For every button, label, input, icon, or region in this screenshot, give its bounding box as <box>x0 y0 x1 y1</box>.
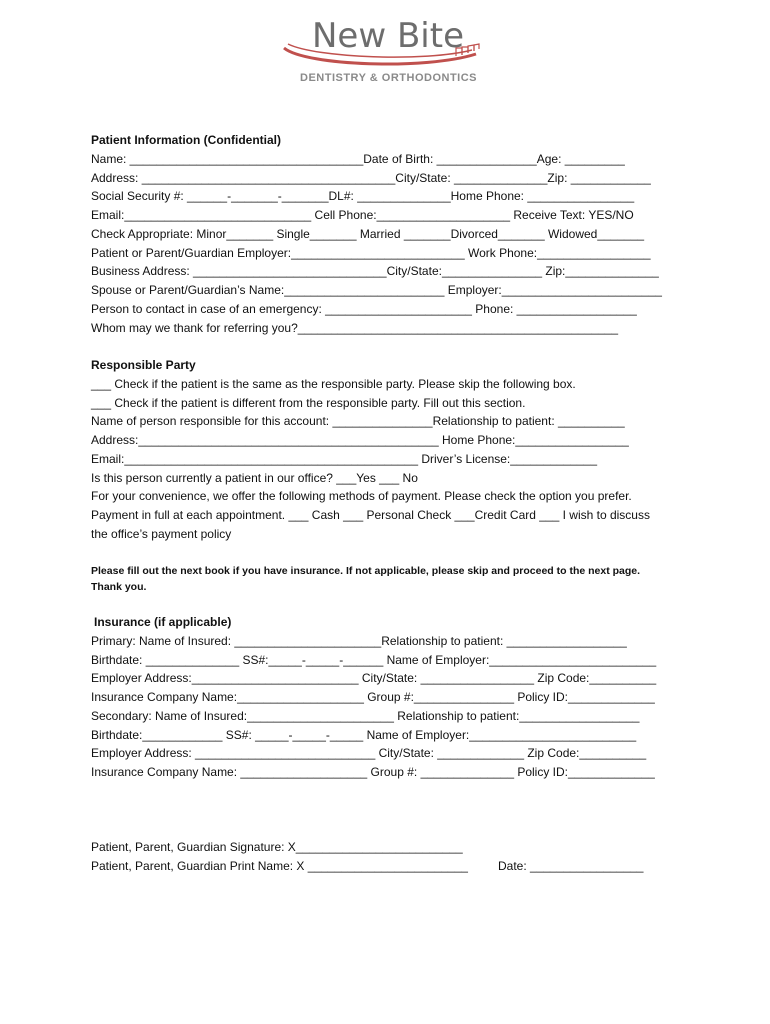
name-field-line[interactable]: Name: ___________________________________Date of Birth: _______________Age: _________ <box>91 152 625 166</box>
patient-info-heading: Patient Information (Confidential) <box>91 133 281 147</box>
payment-policy-text: the office’s payment policy <box>91 527 232 541</box>
emergency-contact-line[interactable]: Person to contact in case of an emergency: ______________________ Phone: __________________ <box>91 302 637 316</box>
date-field-line[interactable]: Date: _________________ <box>498 859 644 873</box>
responsible-address-line[interactable]: Address:_____________________________________________ Home Phone:_________________ <box>91 433 629 447</box>
current-patient-line[interactable]: Is this person currently a patient in our office? ___Yes ___ No <box>91 471 418 485</box>
responsible-email-line[interactable]: Email:____________________________________________ Driver’s License:_____________ <box>91 452 598 466</box>
logo-title: New Bite <box>312 16 464 56</box>
ssn-field-line[interactable]: Social Security #: ______-_______-_______DL#: ______________Home Phone: ________________ <box>91 189 635 203</box>
insurance-note-thanks: Thank you. <box>91 581 147 593</box>
employer-field-line[interactable]: Patient or Parent/Guardian Employer:__________________________ Work Phone:_________________ <box>91 246 651 260</box>
primary-insured-line[interactable]: Primary: Name of Insured: ______________________Relationship to patient: __________________ <box>91 634 627 648</box>
referral-field-line[interactable]: Whom may we thank for referring you?________________________________________________ <box>91 321 619 335</box>
print-name-line[interactable]: Patient, Parent, Guardian Print Name: X ________________________ <box>91 859 468 873</box>
address-field-line[interactable]: Address: ______________________________________City/State: ______________Zip: ____________ <box>91 171 651 185</box>
signature-line[interactable]: Patient, Parent, Guardian Signature: X_________________________ <box>91 840 463 854</box>
marital-status-line[interactable]: Check Appropriate: Minor_______ Single_______ Married _______Divorced_______ Widowed_______ <box>91 227 645 241</box>
primary-insurance-company-line[interactable]: Insurance Company Name:___________________ Group #:_______________ Policy ID:_____________ <box>91 690 655 704</box>
primary-employer-address-line[interactable]: Employer Address:_________________________ City/State: _________________ Zip Code:__________ <box>91 671 657 685</box>
logo-subtitle: DENTISTRY & ORTHODONTICS <box>300 72 478 84</box>
business-address-line[interactable]: Business Address: _____________________________City/State:_______________ Zip:______________ <box>91 264 659 278</box>
payment-methods-text: For your convenience, we offer the following methods of payment. Please check the option you prefer. <box>91 489 632 503</box>
insurance-note: Please fill out the next book if you have insurance. If not applicable, please skip and proceed to the next page. <box>91 565 641 577</box>
secondary-insured-line[interactable]: Secondary: Name of Insured:______________________ Relationship to patient:__________________ <box>91 709 640 723</box>
logo <box>276 14 502 94</box>
same-as-patient-checkbox-line[interactable]: ___ Check if the patient is the same as the responsible party. Please skip the following box. <box>91 377 576 391</box>
responsible-name-line[interactable]: Name of person responsible for this account: _______________Relationship to patient: __________ <box>91 414 625 428</box>
spouse-field-line[interactable]: Spouse or Parent/Guardian’s Name:________________________ Employer:________________________ <box>91 283 662 297</box>
payment-options-line[interactable]: Payment in full at each appointment. ___ Cash ___ Personal Check ___Credit Card ___ I wish to discuss <box>91 508 650 522</box>
primary-birthdate-line[interactable]: Birthdate: ______________ SS#:_____-_____-______ Name of Employer:_________________________ <box>91 653 657 667</box>
email-field-line[interactable]: Email:____________________________ Cell Phone:____________________ Receive Text: YES/NO <box>91 208 634 222</box>
responsible-party-heading: Responsible Party <box>91 358 196 372</box>
different-from-patient-checkbox-line[interactable]: ___ Check if the patient is different from the responsible party. Fill out this section. <box>91 396 526 410</box>
secondary-birthdate-line[interactable]: Birthdate:____________ SS#: _____-_____-_____ Name of Employer:_________________________ <box>91 728 637 742</box>
secondary-employer-address-line[interactable]: Employer Address: ___________________________ City/State: _____________ Zip Code:__________ <box>91 746 647 760</box>
insurance-heading: Insurance (if applicable) <box>94 615 232 629</box>
secondary-insurance-company-line[interactable]: Insurance Company Name: ___________________ Group #: ______________ Policy ID:_____________ <box>91 765 655 779</box>
